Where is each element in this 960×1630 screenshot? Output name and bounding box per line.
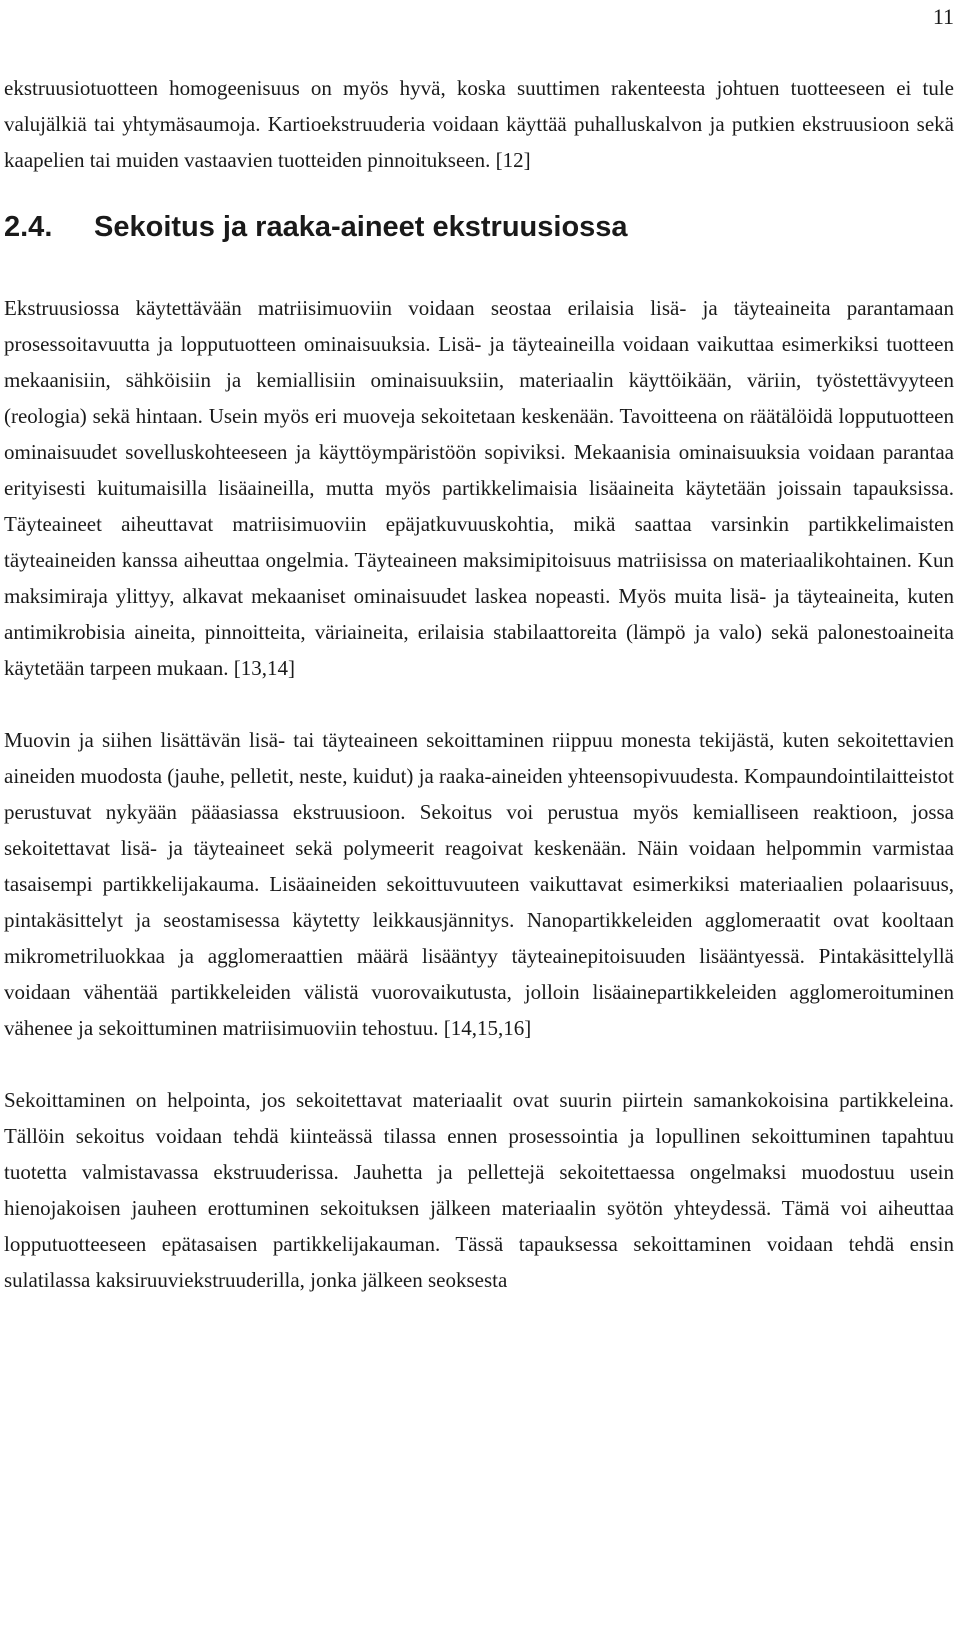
section-number: 2.4. bbox=[4, 211, 53, 243]
paragraph-1: Ekstruusiossa käytettävään matriisimuoviin voidaan seostaa erilaisia lisä- ja täyteaineita parantamaan prosessoitavuutta ja lopputuotteen ominaisuuksia. Lisä- ja täyteaineilla voidaan vaikuttaa esimerkiksi tuotteen mekaanisiin, sähköisiin ja kemiallisiin ominaisuuksiin, materiaalin käyttöikään, väriin, työstettävyyteen (reologia) sekä hintaan. Usein myös eri muoveja sekoitetaan keskenään. Tavoitteena on räätälöidä lopputuotteen ominaisuudet sovelluskohteeseen ja käyttöympäristöön sopiviksi. Mekaanisia ominaisuuksia voidaan parantaa erityisesti kuitumaisilla lisäaineilla, mutta myös partikkelimaisia lisäaineita käytetään joissain tapauksissa. Täyteaineet aiheuttavat matriisimuoviin epäjatkuvuuskohtia, mikä saattaa varsinkin partikkelimaisten täyteaineiden kanssa aiheuttaa ongelmia. Täyteaineen maksimipitoisuus matriisissa on materiaalikohtainen. Kun maksimiraja ylittyy, alkavat mekaaniset ominaisuudet laskea nopeasti. Myös muita lisä- ja täyteaineita, kuten antimikrobisia aineita, pinnoitteita, väriaineita, erilaisia stabilaattoreita (lämpö ja valo) sekä palonestoaineita käytetään tarpeen mukaan. [13,14] bbox=[4, 296, 954, 680]
section-heading bbox=[4, 208, 954, 246]
paragraph-2: Muovin ja siihen lisättävän lisä- tai täyteaineen sekoittaminen riippuu monesta tekijästä, kuten sekoitettavien aineiden muodosta (jauhe, pelletit, neste, kuidut) ja raaka-aineiden yhteensopivuudesta. Kompaundointilaitteistot perustuvat nykyään pääasiassa ekstruusioon. Sekoitus voi perustua myös kemialliseen reaktioon, jossa sekoitettavat lisä- ja täyteaineet sekä polymeerit reagoivat keskenään. Näin voidaan helpommin varmistaa tasaisempi partikkelijakauma. Lisäaineiden sekoittuvuuteen vaikuttavat esimerkiksi materiaalien polaarisuus, pintakäsittelyt ja seostamisessa käytetty leikkausjännitys. Nanopartikkeleiden agglomeraatit ovat kooltaan mikrometriluokkaa ja agglomeraattien määrä lisääntyy täyteainepitoisuuden lisääntyessä. Pintakäsittelyllä voidaan vähentää partikkeleiden välistä vuorovaikutusta, jolloin lisäainepartikkeleiden agglomeroituminen vähenee ja sekoittuminen matriisimuoviin tehostuu. [14,15,16] bbox=[4, 728, 954, 1040]
paragraph-intro: ekstruusiotuotteen homogeenisuus on myös hyvä, koska suuttimen rakenteesta johtuen tuotteeseen ei tule valujälkiä tai yhtymäsaumoja. Kartioekstruuderia voidaan käyttää puhalluskalvon ja putkien ekstruusioon sekä kaapelien tai muiden vastaavien tuotteiden pinnoitukseen. [12] bbox=[4, 76, 954, 172]
page-number: 11 bbox=[932, 4, 954, 29]
page-content bbox=[4, 70, 954, 1298]
paragraph-3: Sekoittaminen on helpointa, jos sekoitettavat materiaalit ovat suurin piirtein samankokoisina partikkeleina. Tällöin sekoitus voidaan tehdä kiinteässä tilassa ennen prosessointia ja lopullinen sekoittuminen tapahtuu tuotetta valmistavassa ekstruuderissa. Jauhetta ja pellettejä sekoitettaessa ongelmaksi muodostuu usein hienojakoisen jauheen erottuminen sekoituksen jälkeen materiaalin syötön yhteydessä. Tämä voi aiheuttaa lopputuotteeseen epätasaisen partikkelijakauman. Tässä tapauksessa sekoittaminen voidaan tehdä ensin sulatilassa kaksiruuviekstruuderilla, jonka jälkeen seoksesta bbox=[4, 1088, 954, 1292]
section-title: Sekoitus ja raaka-aineet ekstruusiossa bbox=[94, 211, 628, 243]
